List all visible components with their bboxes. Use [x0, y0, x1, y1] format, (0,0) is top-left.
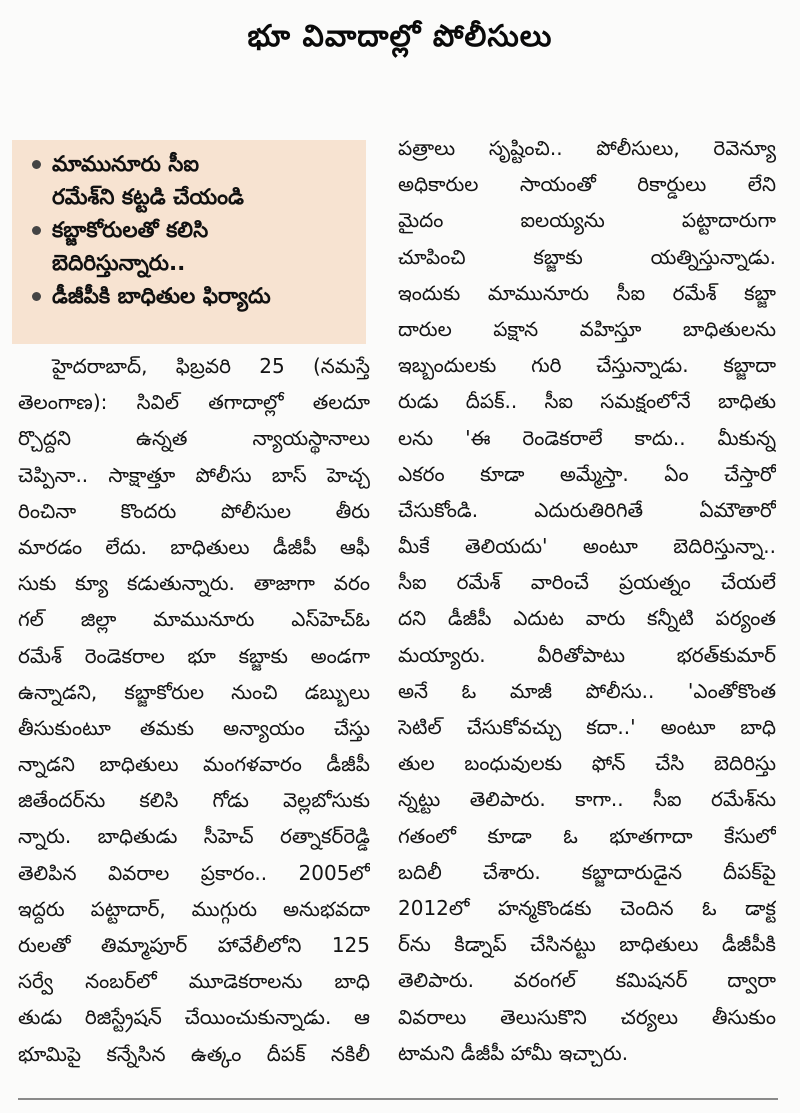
article-line: ర్‌ను కిడ్నాప్ చేసినట్టు బాధితులు డీజీపీకి — [398, 932, 776, 957]
article-line: గతంలో కూడా ఓ భూతగాదా కేసులో — [398, 823, 776, 848]
article-line: తుల బంధువులకు ఫోన్ చేసి బెదిరిస్తు — [398, 751, 776, 776]
highlight-line: డీజీపీకి బాధితుల ఫిర్యాదు — [52, 284, 271, 309]
article-line: ఎకరం కూడా అమ్మేస్తా. ఏం చేస్తారో — [398, 461, 776, 486]
article-line: అనే ఓ మాజీ పోలీసు.. 'ఎంతోకొంత — [398, 678, 776, 703]
highlight-line: రమేశ్‌ని కట్టడి చేయండి — [52, 185, 244, 210]
article-line: 2012లో హన్మకొండకు చెందిన ఓ డాక్ట — [398, 895, 776, 920]
article-line: సుకు క్యూ కడుతున్నారు. తాజాగా వరం — [18, 571, 370, 596]
article-line: తెలంగాణ): సివిల్ తగాదాల్లో తలదూ — [18, 390, 370, 415]
article-line: భూమిపై కన్నేసిన ఉత్కం దీపక్ నకిలీ — [18, 1041, 370, 1066]
article-line: తెలిపిన వివరాల ప్రకారం.. 2005లో — [18, 860, 370, 885]
article-line: రించినా కొందరు పోలీసుల తీరు — [18, 498, 370, 523]
article-line: హైదరాబాద్, ఫిబ్రవరి 25 (నమస్తే — [52, 354, 370, 378]
article-line: చూపించి కబ్జాకు యత్నిస్తున్నాడు. — [398, 244, 776, 269]
article-line: ఇందుకు మామునూరు సీఐ రమేశ్ కబ్జా — [398, 280, 776, 305]
article-line: న్నారు. బాధితుడు సీహెచ్ రత్నాకర్‌రెడ్డి — [18, 824, 370, 849]
article-line: మీకే తెలియదు' అంటూ బెదిరిస్తున్నా.. — [398, 534, 776, 559]
article-line: ఉన్నాడని, కబ్జాకోరుల నుంచి డబ్బులు — [18, 679, 370, 704]
bullet-icon — [32, 226, 41, 235]
article-line: ఇబ్బందులకు గురి చేస్తున్నాడు. కబ్జాదా — [398, 353, 776, 378]
article-line: సర్వే నంబర్‌లో మూడెకరాలను బాధి — [18, 969, 370, 994]
article-line: రులతో తిమ్మాపూర్ హావేలీలోని 125 — [18, 933, 370, 957]
highlight-line: మామునూరు సీఐ — [52, 152, 200, 177]
highlight-item — [32, 280, 360, 313]
article-line: మయ్యారు. వీరితోపాటు భరత్‌కుమార్ — [398, 642, 776, 667]
highlights-box — [12, 140, 366, 344]
article-line: సీఐ రమేశ్ వారించే ప్రయత్నం చేయలే — [398, 570, 776, 595]
article-line: బదిలీ చేశారు. కబ్జాదారుడైన దీపక్‌పై — [398, 859, 776, 884]
article-line: జితేందర్‌ను కలిసి గోడు వెల్లబోసుకు — [18, 788, 370, 813]
article-line: దని డీజీపీ ఎదుట వారు కన్నీటి పర్యంత — [398, 606, 776, 631]
right-column — [398, 130, 776, 1071]
article-line: మారడం లేదు. బాధితులు డీజీపీ ఆఫీ — [18, 534, 370, 559]
article-line: సెటిల్ చేసుకోవచ్చు కదా..' అంటూ బాధి — [398, 715, 776, 739]
headline: భూ వివాదాల్లో పోలీసులు — [247, 19, 553, 54]
article-line: తెలిపారు. వరంగల్ కమిషనర్ ద్వారా — [398, 968, 776, 993]
article-line: న్నట్టు తెలిపారు. కాగా.. సీఐ రమేశ్‌ను — [398, 787, 776, 812]
article-line: మైదం ఐలయ్యను పట్టాదారుగా — [398, 208, 776, 233]
highlight-line: కబ్జాకోరులతో కలిసి — [52, 218, 209, 243]
article-line: పత్రాలు సృష్టించి.. పోలీసులు, రెవెన్యూ — [398, 136, 776, 160]
article-line: తీసుకుంటూ తమకు అన్యాయం చేస్తు — [18, 715, 370, 740]
highlight-item — [32, 148, 360, 214]
article-line: చెప్పినా.. సాక్షాత్తూ పోలీసు బాస్ హెచ్చ — [18, 462, 370, 487]
bullet-icon — [32, 292, 41, 301]
article-line: ఇద్దరు పట్టాదార్, ముగ్గురు అనుభవదా — [18, 896, 370, 921]
article-line: అధికారుల సాయంతో రికార్డులు లేని — [398, 172, 776, 197]
article-line: దారుల పక్షాన వహిస్తూ బాధితులను — [398, 316, 776, 341]
left-column — [18, 348, 370, 1072]
article-line: లను 'ఈ రెండెకరాలే కాదు.. మీకున్న — [398, 425, 776, 450]
article-line: రమేశ్ రెండెకరాల భూ కబ్జాకు అండగా — [18, 643, 370, 668]
article-line: తుడు రిజిస్ట్రేషన్ చేయించుకున్నాడు. ఆ — [18, 1005, 370, 1030]
article-line: రుడు దీపక్.. సీఐ సమక్షంలోనే బాధితు — [398, 389, 776, 414]
highlight-item — [32, 214, 360, 280]
highlight-line: బెదిరిస్తున్నారు.. — [52, 251, 186, 276]
bottom-divider — [18, 1098, 778, 1100]
bullet-icon — [32, 160, 41, 169]
article-line: గల్ జిల్లా మామునూరు ఎస్‌హెచ్‌ఓ — [18, 607, 370, 632]
article-line: న్నాడని బాధితులు మంగళవారం డీజీపీ — [18, 752, 370, 777]
article-line: చేసుకోండి. ఎదురుతిరిగితే ఏమౌతారో — [398, 497, 776, 522]
article-line: వివరాలు తెలుసుకొని చర్యలు తీసుకుం — [398, 1004, 776, 1029]
article-line: ర్చొద్దని ఉన్నత న్యాయస్థానాలు — [18, 426, 370, 451]
article-line: టామని డీజీపీ హామీ ఇచ్చారు. — [398, 1040, 629, 1065]
